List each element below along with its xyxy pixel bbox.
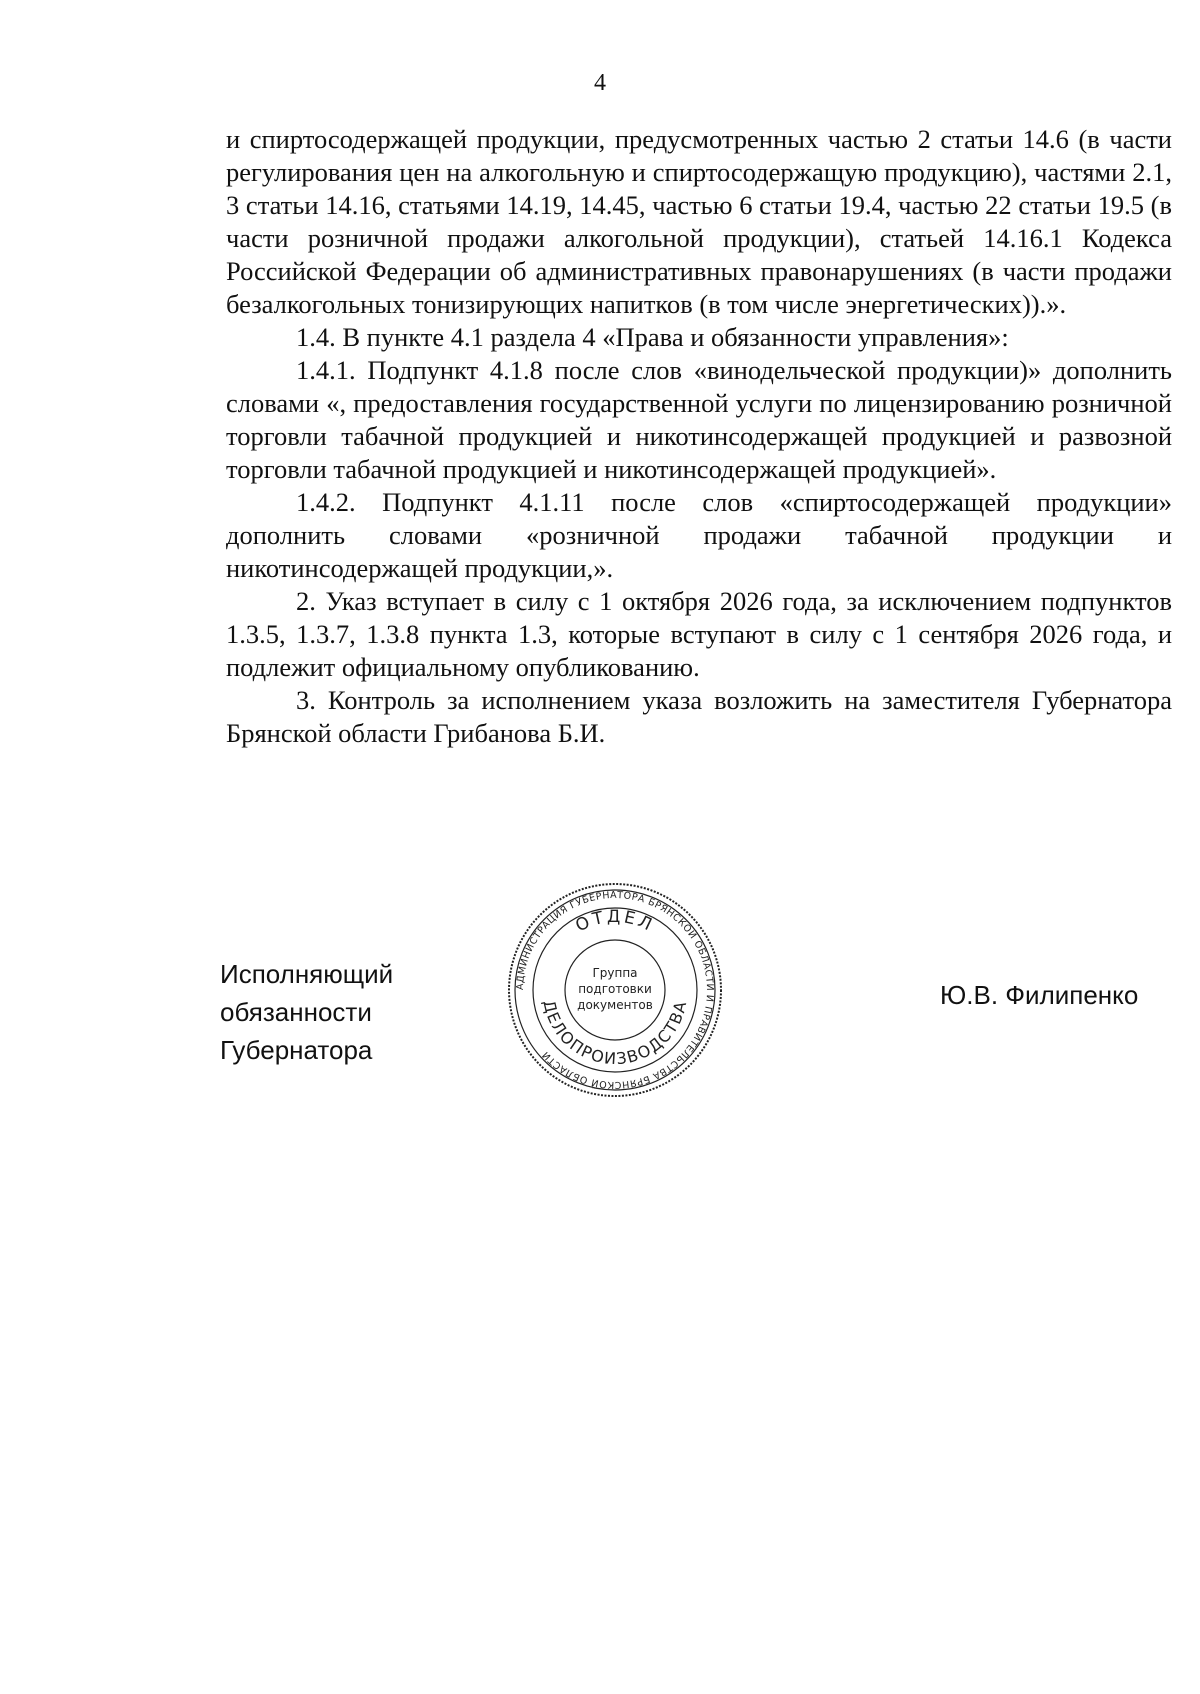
paragraph-1-4-2: 1.4.2. Подпункт 4.1.11 после слов «спиртосодержащей продукции» дополнить словами «розничной продажи табачной продукции и никотинсодержащей продукции,».	[226, 487, 1172, 583]
signatory-name: Ю.В. Филипенко	[940, 980, 1139, 1010]
signatory-position	[220, 955, 540, 1069]
stamp-bottom-text: ДЕЛОПРОИЗВОДСТВА	[539, 998, 691, 1069]
stamp-center-line3: документов	[577, 998, 653, 1012]
paragraph-3: 3. Контроль за исполнением указа возложить на заместителя Губернатора Брянской области Грибанова Б.И.	[226, 685, 1172, 748]
official-stamp	[505, 880, 725, 1100]
paragraph-1-4-1: 1.4.1. Подпункт 4.1.8 после слов «винодельческой продукции)» дополнить словами «, предоставления государственной услуги по лицензированию розничной торговли табачной продукцией и никотинсодержащей продукцией и развозной торговли табачной продукцией и никотинсодержащей продукцией».	[226, 355, 1172, 484]
paragraph-2: 2. Указ вступает в силу с 1 октября 2026 года, за исключением подпунктов 1.3.5, 1.3.7, 1.3.8 пункта 1.3, которые вступают в силу с 1 сентября 2026 года, и подлежит официальному опубликованию.	[226, 586, 1172, 682]
signatory-position-line2: Губернатора	[220, 1035, 373, 1065]
stamp-center-line2: подготовки	[578, 982, 652, 996]
stamp-center-line1: Группа	[592, 966, 638, 980]
stamp-outer-text: АДМИНИСТРАЦИЯ ГУБЕРНАТОРА БРЯНСКОЙ ОБЛАСТИ И ПРАВИТЕЛЬСТВА БРЯНСКОЙ ОБЛАСТИ	[514, 889, 716, 1091]
signatory-position-line1: Исполняющий обязанности	[220, 959, 394, 1027]
stamp-top-text: ОТДЕЛ	[572, 906, 658, 937]
document-body	[226, 123, 1172, 750]
page-number: 4	[594, 70, 606, 96]
paragraph-1-4: 1.4. В пункте 4.1 раздела 4 «Права и обязанности управления»:	[296, 322, 1009, 352]
paragraph-continuation: и спиртосодержащей продукции, предусмотренных частью 2 статьи 14.6 (в части регулирования цен на алкогольную и спиртосодержащую продукцию), частями 2.1, 3 статьи 14.16, статьями 14.19, 14.45, частью 6 статьи 19.4, частью 22 статьи 19.5 (в части розничной продажи алкогольной продукции), статьей 14.16.1 Кодекса Российской Федерации об административных правонарушениях (в части продажи безалкогольных тонизирующих напитков (в том числе энергетических)).».	[226, 124, 1172, 319]
